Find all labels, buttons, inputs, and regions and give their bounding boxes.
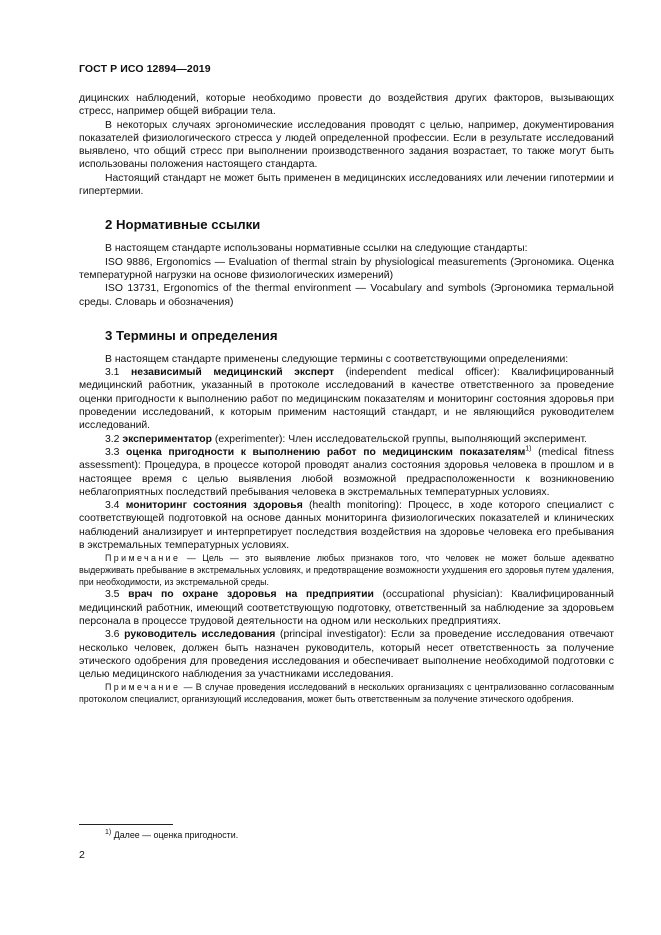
- term-number: 3.6: [105, 629, 125, 641]
- term-definition: (experimenter): Член исследовательской группы, выполняющий эксперимент.: [211, 433, 587, 445]
- term-definition: (occupational physician): Квалифицированный медицинский работник, имеющий соответствующую подготовку, ответственный за наблюдение за здоровьем персонала в процессе трудовой деятельности на одном или нескольких предприятиях.: [79, 589, 614, 627]
- term-name: экспериментатор: [122, 433, 212, 445]
- term-number: 3.5: [105, 589, 129, 601]
- footnote-text: Далее — оценка пригодности.: [111, 830, 239, 840]
- term-definition: (principal investigator): Если за проведение исследования отвечают несколько человек, должен быть назначен руководитель, который несет ответственность за получение этического одобрения для проведения исследования и обеспечивает выполнение необходимой подготовки с целью медицинского наблюдения за участниками исследования.: [79, 629, 614, 681]
- term-3-5: [79, 588, 614, 628]
- term-3-2: [79, 433, 614, 446]
- footnote-divider: [79, 824, 173, 825]
- term-number: 3.2: [105, 433, 123, 445]
- intro-paragraph: дицинских наблюдений, которые необходимо провести до воздействия других факторов, вызывающих стресс, например общей вибрации тела.: [79, 93, 614, 118]
- intro-paragraph: Настоящий стандарт не может быть применен в медицинских исследованиях или лечении гипотермии и гипертермии.: [79, 172, 614, 198]
- term-name: руководитель исследования: [124, 629, 276, 641]
- term-name: врач по охране здоровья на предприятии: [128, 589, 374, 601]
- page-header: ГОСТ Р ИСО 12894—2019: [79, 63, 211, 75]
- page-number: 2: [79, 849, 85, 861]
- section-2-paragraph: В настоящем стандарте использованы нормативные ссылки на следующие стандарты:: [105, 243, 528, 255]
- section-2-title: 2 Нормативные ссылки: [105, 217, 261, 233]
- term-number: 3.1: [105, 367, 132, 379]
- term-3-6: [79, 628, 614, 681]
- footnote-marker: 1): [105, 829, 112, 837]
- page-content: [79, 92, 614, 705]
- term-name: оценка пригодности к выполнению работ по медицинским показателям: [126, 446, 526, 458]
- term-3-1: [79, 366, 614, 432]
- term-definition: (independent medical officer): Квалифицированный медицинский работник, указанный в протоколе исследований в качестве ответственного за проведение оценки пригодности к выполнению работ по медицинским показателям и мониторинг состояния здоровья при проведении исследований, к которым применим настоящий стандарт, и не являющийся руководителем исследований.: [79, 367, 614, 432]
- term-number: 3.3: [105, 446, 127, 458]
- term-name: независимый медицинский эксперт: [131, 367, 335, 379]
- note-1: [79, 552, 614, 588]
- note-text: — В случае проведения исследований в нескольких организациях с централизованно согласованным протоколом специалист, организующий исследования, может быть ответственным за получение этического одобрения.: [79, 682, 614, 705]
- note-text: — Цель — это выявление любых признаков того, что человек не может больше адекватно выдерживать пребывание в экстремальных условиях, и предотвращение возможности ухудшения его здоровья путем удаления, при необходимости, из экстремальной среды.: [79, 553, 614, 588]
- section-3-intro: В настоящем стандарте применены следующие термины с соответствующими определениями:: [105, 353, 569, 365]
- intro-paragraph: В некоторых случаях эргономические исследования проводят с целью, например, документирования показателей физиологического стресса у людей определенной профессии. Если в результате исследований выявлено, что общий стресс при выполнении производственного задания возрастает, то также могут быть использованы положения настоящего стандарта.: [79, 119, 614, 171]
- term-3-3: [79, 446, 614, 499]
- term-name: мониторинг состояния здоровья: [125, 500, 303, 512]
- note-2: [79, 681, 614, 705]
- normative-reference: ISO 13731, Ergonomics of the thermal environment — Vocabulary and symbols (Эргономика термальной среды. Словарь и обозначения): [79, 283, 614, 308]
- footnote: [105, 829, 238, 841]
- term-definition: (health monitoring): Процесс, в ходе которого специалист с соответствующей подготовкой на основе данных мониторинга физиологических показателей и клинических наблюдений анализирует и интерпретирует последствия воздействия на здоровье человека его пребывания в экстремальных температурных условиях.: [79, 500, 614, 552]
- term-3-4: [79, 499, 614, 552]
- normative-reference: ISO 9886, Ergonomics — Evaluation of thermal strain by physiological measurements (Эргономика. Оценка температурной нагрузки на основе физиологических измерений): [79, 256, 614, 281]
- section-3-title: 3 Термины и определения: [105, 327, 278, 343]
- note-label: Примечание: [105, 553, 181, 564]
- footnote-reference: 1): [525, 445, 532, 453]
- term-number: 3.4: [105, 500, 126, 512]
- note-label: Примечание: [105, 682, 181, 693]
- term-definition: (medical fitness assessment): Процедура, в процессе которой проводят анализ состояния здоровья человека в прошлом и в настоящее время с целью выявления любой возможной предрасположенности к возникновению неблагоприятных последствий пребывания человека в экстремальных температурных условиях.: [79, 446, 614, 498]
